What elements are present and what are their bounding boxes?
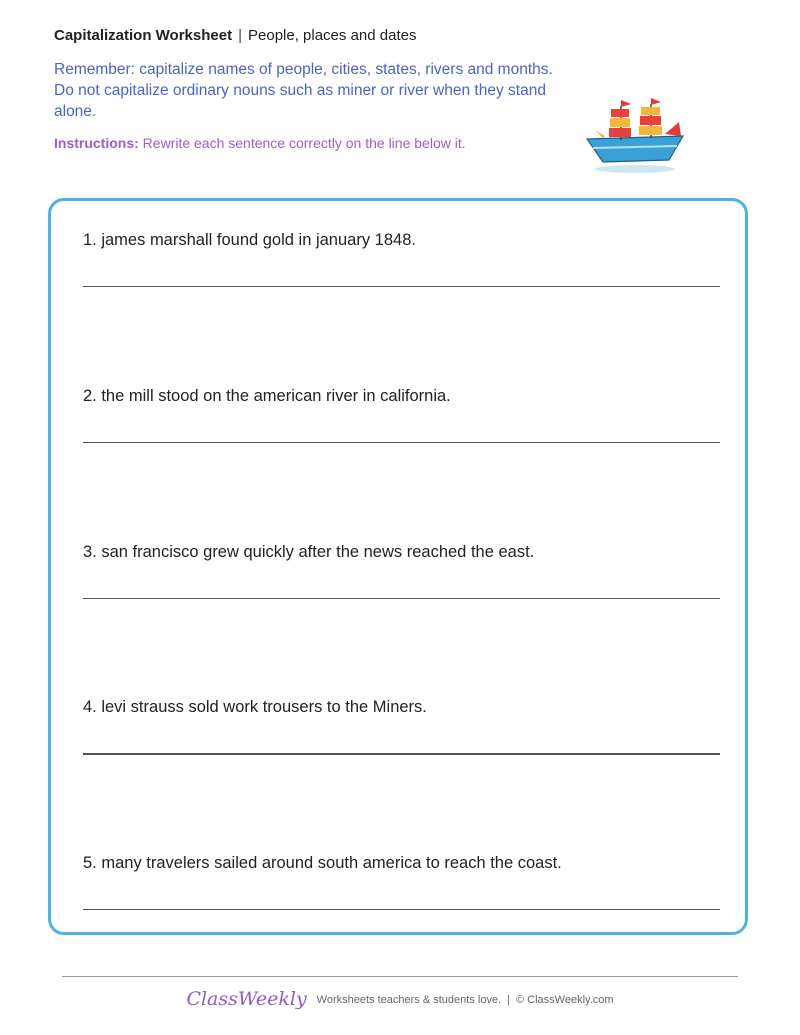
- footer-copyright: © ClassWeekly.com: [515, 994, 614, 1006]
- remember-note: Remember: capitalize names of people, cities, states, rivers and months. Do not capitalize ordinary nouns such as miner or river when they stand alone.: [54, 61, 553, 120]
- sentence-text: 3. san francisco grew quickly after the news reached the east.: [83, 543, 535, 561]
- brand-logo: ClassWeekly: [186, 988, 307, 1010]
- footer-separator: |: [507, 994, 510, 1006]
- worksheet-subtitle: People, places and dates: [248, 27, 417, 44]
- instructions-label: Instructions:: [54, 135, 139, 151]
- footer-divider: [62, 976, 738, 977]
- sentence-text: 5. many travelers sailed around south america to reach the coast.: [83, 854, 562, 872]
- footer: [0, 988, 800, 1010]
- answer-line[interactable]: [83, 753, 720, 755]
- sentence-text: 1. james marshall found gold in january 1848.: [83, 231, 416, 249]
- footer-tagline: Worksheets teachers & students love.: [316, 994, 502, 1006]
- sailing-ship-icon: [583, 96, 688, 176]
- worksheet-title: Capitalization Worksheet: [54, 27, 233, 44]
- header-separator: |: [238, 27, 242, 44]
- answer-line[interactable]: [83, 909, 720, 910]
- instructions-text: Rewrite each sentence correctly on the line below it.: [142, 135, 466, 151]
- worksheet-header: [54, 27, 416, 44]
- answer-line[interactable]: [83, 598, 720, 599]
- sentence-text: 4. levi strauss sold work trousers to the Miners.: [83, 698, 427, 716]
- answer-line[interactable]: [83, 442, 720, 443]
- sentence-text: 2. the mill stood on the american river in california.: [83, 387, 451, 405]
- exercise-box: [48, 198, 748, 935]
- instructions: [54, 135, 466, 151]
- answer-line[interactable]: [83, 286, 720, 287]
